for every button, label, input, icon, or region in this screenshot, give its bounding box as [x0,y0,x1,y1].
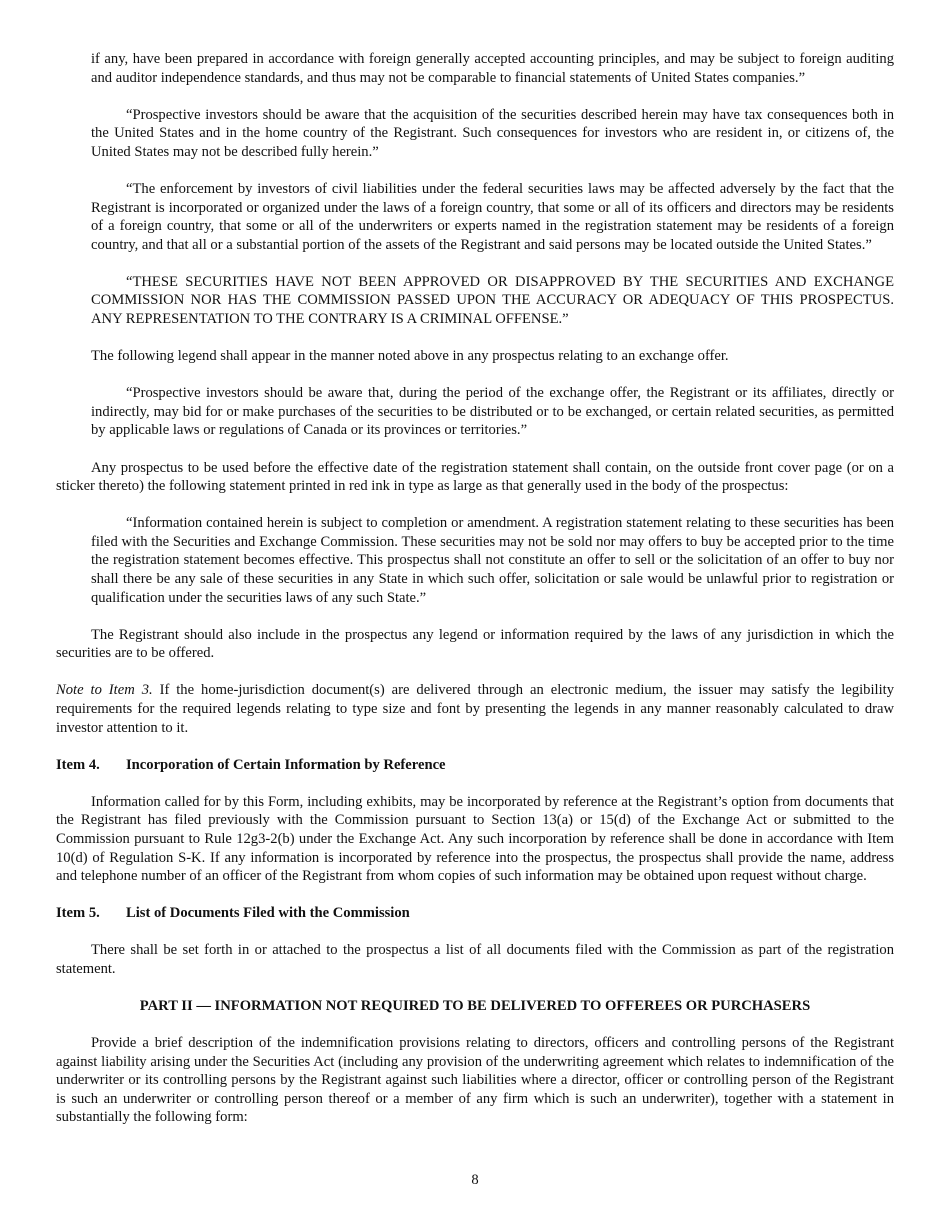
paragraph-civil-liabilities-legend: “The enforcement by investors of civil liabilities under the federal securities laws may be affected adversely by the fact that the Registrant is incorporated or organized under the laws of a foreign country, that some or all of its officers and directors may be residents of a foreign country, that some or all of the underwriters or experts named in the registration statement may be residents of a foreign country, and that all or a substantial portion of the assets of the Registrant and said persons may be located outside the United States.” [91,180,894,253]
paragraph-jurisdiction-legend: The Registrant should also include in the prospectus any legend or information required by the laws of any jurisdiction in which the securities are to be offered. [56,626,894,662]
paragraph-list-of-documents: There shall be set forth in or attached to the prospectus a list of all documents filed with the Commission as part of the registration statement. [56,942,894,977]
paragraph-indemnification: Provide a brief description of the indemnification provisions relating to directors, officers and controlling persons of the Registrant against liability arising under the Securities Act (including any provision of the underwriting agreement which relates to indemnification of the underwriter or its controlling persons by the Registrant against such liabilities where a director, officer or controlling person of the Registrant is such an underwriter or controlling person thereof or a member of any firm which is such an underwriter), together with a statement in substantially the following form: [56,1035,894,1126]
paragraph-exchange-offer-intro: The following legend shall appear in the manner noted above in any prospectus relating to an exchange offer. [91,348,729,365]
item-5-title: List of Documents Filed with the Commission [126,905,410,922]
paragraph-sec-approval-legend: “THESE SECURITIES HAVE NOT BEEN APPROVED OR DISAPPROVED BY THE SECURITIES AND EXCHANGE COMMISSION NOR HAS THE COMMISSION PASSED UPON THE ACCURACY OR ADEQUACY OF THIS PROSPECTUS. ANY REPRESENTATION TO THE CONTRARY IS A CRIMINAL OFFENSE.” [91,273,894,328]
item-5-heading [56,904,894,923]
note-label: Note to Item 3. [56,682,153,699]
item-5-number: Item 5. [56,905,100,922]
paragraph-red-ink-statement-intro: Any prospectus to be used before the effective date of the registration statement shall contain, on the outside front cover page (or on a sticker thereto) the following statement printed in red ink in type as large as that generally used in the body of the prospectus: [56,459,894,495]
item-4-title: Incorporation of Certain Information by Reference [126,756,446,773]
item-4-heading [56,756,894,775]
paragraph-incorporation-by-reference: Information called for by this Form, including exhibits, may be incorporated by reference at the Registrant’s option from documents that the Registrant has filed previously with the Commission pursuant to Section 13(a) or 15(d) of the Exchange Act or submitted to the Commission pursuant to Rule 12g3-2(b) under the Exchange Act. Any such incorporation by reference shall be done in accordance with Item 10(d) of Regulation S-K. If any information is incorporated by reference into the prospectus, the prospectus shall provide the name, address and telephone number of an officer of the Registrant from whom copies of such information may be obtained upon request without charge. [56,793,894,885]
part-2-heading: PART II — INFORMATION NOT REQUIRED TO BE DELIVERED TO OFFEREES OR PURCHASERS [139,997,811,1014]
paragraph-exchange-offer-legend: “Prospective investors should be aware that, during the period of the exchange offer, the Registrant or its affiliates, directly or indirectly, may bid for or make purchases of the securities to be distributed or to be exchanged, or certain related securities, as permitted by applicable laws or regulations of Canada or its provinces or territories.” [91,385,894,439]
note-text: If the home-jurisdiction document(s) are delivered through an electronic medium, the issuer may satisfy the legibility requirements for the required legends relating to type size and font by presenting the legends in any manner reasonably calculated to draw investor attention to it. [56,682,894,736]
paragraph-financial-statements-legend-end: if any, have been prepared in accordance with foreign generally accepted accounting principles, and may be subject to foreign auditing and auditor independence standards, and thus may not be comparable to financial statements of United States companies.” [91,51,894,86]
paragraph-subject-to-completion-legend: “Information contained herein is subject to completion or amendment. A registration statement relating to these securities has been filed with the Securities and Exchange Commission. These securities may not be sold nor may offers to buy be accepted prior to the time the registration statement becomes effective. This prospectus shall not constitute an offer to sell or the solicitation of an offer to buy nor shall there be any sale of these securities in any State in which such offer, solicitation or sale would be unlawful prior to registration or qualification under the securities laws of any such State.” [91,515,894,606]
paragraph-tax-consequences-legend: “Prospective investors should be aware that the acquisition of the securities described herein may have tax consequences both in the United States and in the home country of the Registrant. Such consequences for investors who are resident in, or citizens of, the United States may not be described fully herein.” [91,106,894,160]
item-4-number: Item 4. [56,756,100,773]
note-to-item-3 [56,681,894,737]
page-number: 8 [471,1172,479,1188]
